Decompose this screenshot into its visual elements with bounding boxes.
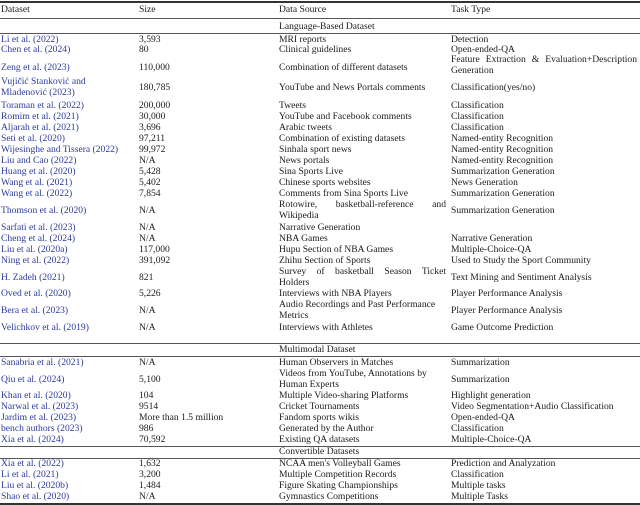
citation-link[interactable]: Sanabria et al. (2021): [1, 357, 84, 368]
size-cell: N/A: [139, 357, 156, 368]
task-cell: Classification: [451, 111, 504, 122]
citation-link[interactable]: Liu et al. (2020b): [1, 480, 69, 491]
size-cell: N/A: [139, 233, 156, 244]
citation-link[interactable]: Aljarah et al. (2021): [1, 122, 79, 133]
source-cell: Chinese sports websites: [279, 177, 371, 188]
source-cell: Arabic tweets: [279, 122, 333, 133]
task-cell: Classification: [451, 100, 504, 111]
source-cell: Narrative Generation: [279, 222, 361, 233]
task-cell: Multiple tasks: [451, 480, 506, 491]
size-cell: N/A: [139, 205, 156, 216]
citation-link[interactable]: Ning et al. (2022): [1, 255, 70, 266]
source-cell: NBA Games: [279, 233, 328, 244]
size-cell: 5,428: [139, 166, 161, 177]
size-cell: 986: [139, 423, 154, 434]
task-cell: Summarization: [451, 374, 510, 385]
size-cell: 1,632: [139, 458, 161, 469]
citation-link[interactable]: Qiu et al. (2024): [1, 374, 65, 385]
source-cell: Multiple Video-sharing Platforms: [279, 390, 409, 401]
task-cell: Used to Study the Sport Community: [451, 255, 591, 266]
citation-link[interactable]: Sarfati et al. (2023): [1, 222, 76, 233]
source-cell: Sina Sports Live: [279, 166, 343, 177]
task-cell: Open-ended-QA: [451, 44, 515, 55]
size-cell: 180,785: [139, 82, 171, 93]
section-title-language: Language-Based Dataset: [279, 21, 375, 32]
section-title-multimodal: Multimodal Dataset: [279, 344, 356, 355]
source-cell: Audio Recordings and Past Performance Metrics: [279, 299, 436, 321]
task-cell: Summarization Generation: [451, 166, 555, 177]
task-cell: Summarization: [451, 357, 510, 368]
task-cell: Named-entity Recognition: [451, 144, 554, 155]
citation-link[interactable]: H. Zadeh (2021): [1, 272, 65, 283]
size-cell: 3,200: [139, 469, 161, 480]
source-cell: YouTube and Facebook comments: [279, 111, 412, 122]
source-cell: Multiple Competition Records: [279, 469, 397, 480]
source-cell: News portals: [279, 155, 330, 166]
task-cell: Video Segmentation+Audio Classification: [451, 401, 614, 412]
source-cell: Figure Skating Championships: [279, 480, 398, 491]
size-cell: 5,226: [139, 288, 161, 299]
size-cell: N/A: [139, 222, 156, 233]
size-cell: 1,484: [139, 480, 161, 491]
size-cell: N/A: [139, 322, 156, 333]
size-cell: 3,593: [139, 34, 161, 45]
task-cell: Player Performance Analysis: [451, 305, 563, 316]
citation-link[interactable]: Velichkov et al. (2019): [1, 322, 89, 333]
size-cell: 3,696: [139, 122, 161, 133]
task-cell: Multiple Tasks: [451, 491, 508, 502]
task-cell: Feature Extraction & Evaluation+Description Generation: [451, 54, 637, 76]
source-cell: Sinhala sport news: [279, 144, 352, 155]
header-dataset: Dataset: [1, 4, 30, 15]
source-cell: MRI reports: [279, 34, 327, 45]
task-cell: Narrative Generation: [451, 233, 533, 244]
header-row: [0, 5, 640, 17]
task-cell: Detection: [451, 34, 489, 45]
header-task-type: Task Type: [451, 4, 491, 15]
citation-link[interactable]: Li et al. (2021): [1, 469, 59, 480]
task-cell: Classification: [451, 469, 504, 480]
citation-link[interactable]: Huang et al. (2020): [1, 166, 76, 177]
task-cell: Prediction and Analyzation: [451, 458, 556, 469]
source-cell: Gymnastics Competitions: [279, 491, 379, 502]
source-cell: Fandom sports wikis: [279, 412, 359, 423]
size-cell: 70,592: [139, 434, 166, 445]
size-cell: N/A: [139, 155, 156, 166]
task-cell: Named-entity Recognition: [451, 133, 554, 144]
header-data-source: Data Source: [279, 4, 327, 15]
citation-link[interactable]: Thomson et al. (2020): [1, 205, 87, 216]
size-cell: 80: [139, 44, 149, 55]
top-rule: [0, 1, 640, 3]
citation-link[interactable]: Vujičić Stanković and Mladenović (2023): [1, 76, 86, 98]
source-cell: Cricket Tournaments: [279, 401, 360, 412]
bottom-rule: [0, 503, 640, 505]
source-cell: Hupu Section of NBA Games: [279, 244, 394, 255]
citation-link[interactable]: Liu et al. (2020a): [1, 244, 68, 255]
citation-link[interactable]: Narwal et al. (2023): [1, 401, 79, 412]
source-cell: Survey of basketball Season Ticket Holders: [279, 266, 446, 288]
citation-link[interactable]: bench authors (2023): [1, 423, 83, 434]
size-cell: 110,000: [139, 62, 170, 73]
citation-link[interactable]: Romim et al. (2021): [1, 111, 79, 122]
task-cell: Named-entity Recognition: [451, 155, 554, 166]
citation-link[interactable]: Cheng et al. (2024): [1, 233, 76, 244]
task-cell: Player Performance Analysis: [451, 288, 563, 299]
task-cell: Game Outcome Prediction: [451, 322, 554, 333]
source-cell: NCAA men's Volleyball Games: [279, 458, 401, 469]
size-cell: 9514: [139, 401, 159, 412]
size-cell: N/A: [139, 305, 156, 316]
citation-link[interactable]: Wang et al. (2021): [1, 177, 73, 188]
citation-link[interactable]: Bera et al. (2023): [1, 305, 69, 316]
task-cell: Text Mining and Sentiment Analysis: [451, 272, 592, 283]
size-cell: 7,854: [139, 188, 161, 199]
citation-link[interactable]: Xia et al. (2024): [1, 434, 64, 445]
size-cell: 30,000: [139, 111, 166, 122]
size-cell: 99,972: [139, 144, 166, 155]
task-cell: Classification: [451, 122, 504, 133]
size-cell: 200,000: [139, 100, 171, 111]
size-cell: N/A: [139, 491, 156, 502]
citation-link[interactable]: Seti et al. (2020): [1, 133, 65, 144]
source-cell: Rotowire, basketball-reference and Wikipedia: [279, 199, 446, 221]
size-cell: 5,100: [139, 374, 161, 385]
task-cell: Multiple-Choice-QA: [451, 244, 532, 255]
task-cell: News Generation: [451, 177, 518, 188]
source-cell: Interviews with NBA Players: [279, 288, 392, 299]
source-cell: Zhihu Section of Sports: [279, 255, 371, 266]
header-rule: [0, 18, 640, 19]
source-cell: Videos from YouTube, Annotations by Human Experts: [279, 368, 427, 390]
header-size: Size: [139, 4, 156, 15]
size-cell: More than 1.5 million: [139, 412, 224, 423]
section-title-convertible: Convertible Datasets: [279, 446, 360, 457]
task-cell: Classification: [451, 423, 504, 434]
size-cell: 104: [139, 390, 154, 401]
citation-link[interactable]: Jardim et al. (2023): [1, 412, 77, 423]
size-cell: 821: [139, 272, 154, 283]
size-cell: 391,092: [139, 255, 171, 266]
task-cell: Classification(yes/no): [451, 82, 536, 93]
citation-link[interactable]: Li et al. (2022): [1, 34, 59, 45]
citation-link[interactable]: Oved et al. (2020): [1, 288, 71, 299]
citation-link[interactable]: Liu and Cao (2022): [1, 155, 77, 166]
source-cell: Clinical guidelines: [279, 44, 352, 55]
citation-link[interactable]: Toraman et al. (2022): [1, 100, 84, 111]
citation-link[interactable]: Wijesinghe and Tissera (2022): [1, 144, 119, 155]
size-cell: 117,000: [139, 244, 170, 255]
source-cell: Existing QA datasets: [279, 434, 360, 445]
size-cell: 5,402: [139, 177, 161, 188]
task-cell: Highlight generation: [451, 390, 531, 401]
citation-link[interactable]: Shao et al. (2020): [1, 491, 70, 502]
citation-link[interactable]: Khan et al. (2020): [1, 390, 71, 401]
source-cell: Human Observers in Matches: [279, 357, 394, 368]
citation-link[interactable]: Wang et al. (2022): [1, 188, 73, 199]
source-cell: Combination of different datasets: [279, 62, 408, 73]
task-cell: Summarization Generation: [451, 188, 555, 199]
source-cell: Generated by the Author: [279, 423, 374, 434]
source-cell: Interviews with Athletes: [279, 322, 373, 333]
citation-link[interactable]: Zeng et al. (2023): [1, 62, 70, 73]
task-cell: Open-ended-QA: [451, 412, 515, 423]
size-cell: 97,211: [139, 133, 166, 144]
source-cell: YouTube and News Portals comments: [279, 82, 426, 93]
task-cell: Summarization Generation: [451, 205, 555, 216]
source-cell: Tweets: [279, 100, 307, 111]
citation-link[interactable]: Xia et al. (2022): [1, 458, 64, 469]
task-cell: Multiple-Choice-QA: [451, 434, 532, 445]
source-cell: Combination of existing datasets: [279, 133, 406, 144]
source-cell: Comments from Sina Sports Live: [279, 188, 408, 199]
citation-link[interactable]: Chen et al. (2024): [1, 44, 71, 55]
